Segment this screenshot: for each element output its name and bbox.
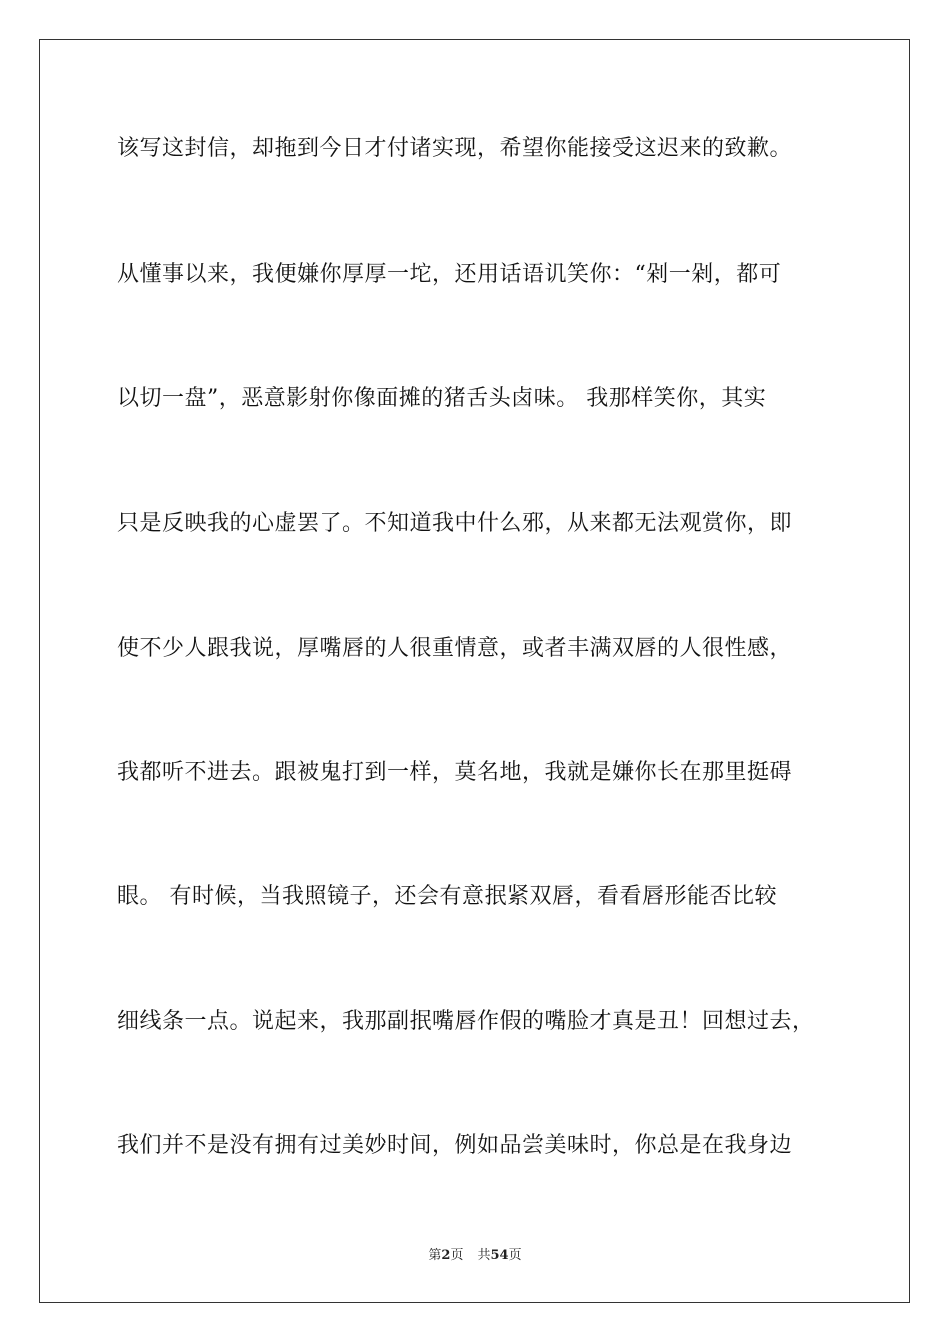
total-suffix: 页 bbox=[508, 1248, 522, 1263]
body-line-4: 只是反映我的心虚罢了。不知道我中什么邪，从来都无法观赏你，即 bbox=[117, 511, 793, 536]
page-footer bbox=[0, 1247, 950, 1265]
body-line-6: 我都听不进去。跟被鬼打到一样，莫名地，我就是嫌你长在那里挺碍 bbox=[117, 760, 793, 785]
total-prefix: 共 bbox=[477, 1248, 491, 1263]
body-line-9: 我们并不是没有拥有过美妙时间，例如品尝美味时，你总是在我身边 bbox=[117, 1133, 793, 1158]
body-line-3: 以切一盘”，恶意影射你像面摊的猪舌头卤味。 我那样笑你，其实 bbox=[117, 386, 767, 411]
body-line-1: 该写这封信，却拖到今日才付诸实现，希望你能接受这迟来的致歉。 bbox=[117, 136, 793, 161]
page-number: 2 bbox=[441, 1248, 451, 1263]
body-line-7: 眼。 有时候，当我照镜子，还会有意抿紧双唇，看看唇形能否比较 bbox=[117, 884, 777, 909]
page-border bbox=[39, 39, 910, 1303]
body-line-5: 使不少人跟我说，厚嘴唇的人很重情意，或者丰满双唇的人很性感， bbox=[117, 636, 793, 661]
page-prefix: 第 bbox=[428, 1248, 442, 1263]
total-pages: 54 bbox=[490, 1248, 509, 1263]
page-suffix: 页 bbox=[450, 1248, 464, 1263]
body-line-8: 细线条一点。说起来，我那副抿嘴唇作假的嘴脸才真是丑！回想过去， bbox=[117, 1009, 815, 1034]
body-line-2: 从懂事以来，我便嫌你厚厚一坨，还用话语讥笑你：“剁一剁，都可 bbox=[117, 262, 782, 287]
